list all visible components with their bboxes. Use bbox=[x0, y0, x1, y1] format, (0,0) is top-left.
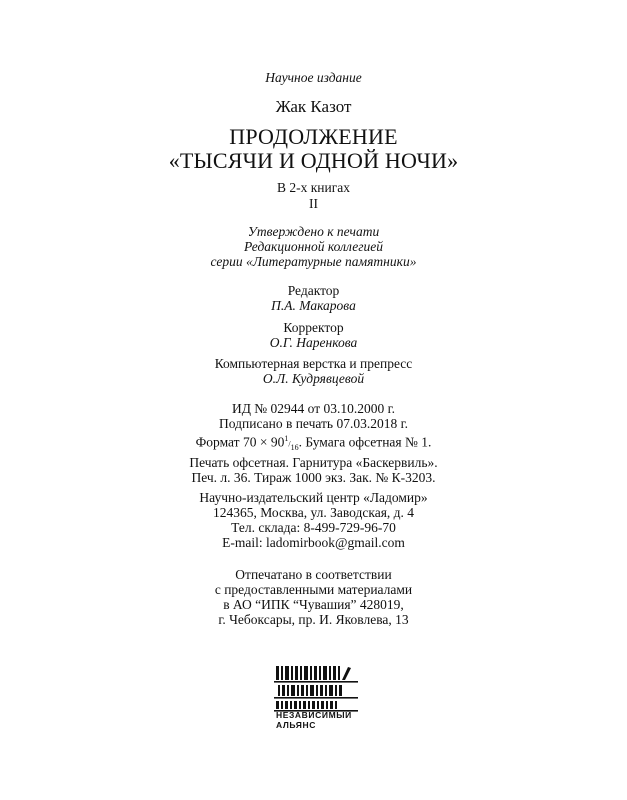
approval-line: Редакционной коллегией bbox=[244, 239, 383, 254]
volume-number: II bbox=[309, 196, 318, 211]
printer-line: в АО “ИПК “Чувашия” 428019, bbox=[223, 597, 404, 612]
printer-line: с предоставленными материалами bbox=[214, 582, 413, 597]
editor-label: Редактор bbox=[287, 283, 340, 298]
corrector-name: О.Г. Наренкова bbox=[269, 335, 358, 350]
publisher-phone: Тел. склада: 8-499-729-96-70 bbox=[231, 520, 396, 535]
publisher-name: Научно-издательский центр «Ладомир» bbox=[199, 490, 428, 505]
printer-line: г. Чебоксары, пр. И. Яковлева, 13 bbox=[218, 612, 409, 627]
approval-line: серии «Литературные памятники» bbox=[210, 254, 417, 269]
format-line: Формат $70 \times 90^1/_{16}$. Бумага офсетная № 1. bbox=[195, 434, 432, 453]
publisher-block bbox=[0, 490, 627, 550]
logo-text bbox=[276, 711, 352, 730]
logo-text-line: НЕЗАВИСИМЫЙ bbox=[276, 710, 352, 720]
volumes-note: В 2-х книгах bbox=[276, 180, 351, 195]
format-prefix: Формат 70 × 90 bbox=[195, 434, 285, 450]
layout-label: Компьютерная верстка и препресс bbox=[214, 356, 413, 371]
format-numerator: 1 bbox=[284, 434, 289, 443]
corrector-block bbox=[0, 320, 627, 350]
layout-block bbox=[0, 356, 627, 386]
print-info-block bbox=[0, 401, 627, 485]
publisher-email: E-mail: ladomirbook@gmail.com bbox=[222, 535, 405, 550]
editor-name: П.А. Макарова bbox=[271, 298, 356, 313]
approval-line: Утверждено к печати bbox=[247, 224, 380, 239]
author-name: Жак Казот bbox=[275, 97, 352, 116]
printer-block bbox=[0, 567, 627, 627]
signed-line: Подписано в печать 07.03.2018 г. bbox=[219, 416, 408, 431]
title-line-1: ПРОДОЛЖЕНИЕ bbox=[229, 124, 398, 149]
printer-line: Отпечатано в соответствии bbox=[235, 567, 392, 582]
edition-type: Научное издание bbox=[265, 70, 362, 85]
sheets-line: Печ. л. 36. Тираж 1000 экз. Зак. № К-3203. bbox=[191, 470, 436, 486]
title-line-2: «ТЫСЯЧИ И ОДНОЙ НОЧИ» bbox=[168, 148, 459, 173]
printing-line: Печать офсетная. Гарнитура «Баскервиль». bbox=[189, 455, 438, 471]
corrector-label: Корректор bbox=[283, 320, 344, 335]
layout-name: О.Л. Кудрявцевой bbox=[262, 371, 365, 386]
logo-text-line: АЛЬЯНС bbox=[276, 719, 316, 730]
approval-block bbox=[0, 224, 627, 269]
format-suffix: . Бумага офсетная № 1. bbox=[298, 434, 432, 450]
format-denominator: 16 bbox=[290, 443, 299, 453]
editor-block bbox=[0, 283, 627, 313]
publisher-address: 124365, Москва, ул. Заводская, д. 4 bbox=[212, 505, 415, 520]
id-line: ИД № 02944 от 03.10.2000 г. bbox=[231, 401, 396, 416]
